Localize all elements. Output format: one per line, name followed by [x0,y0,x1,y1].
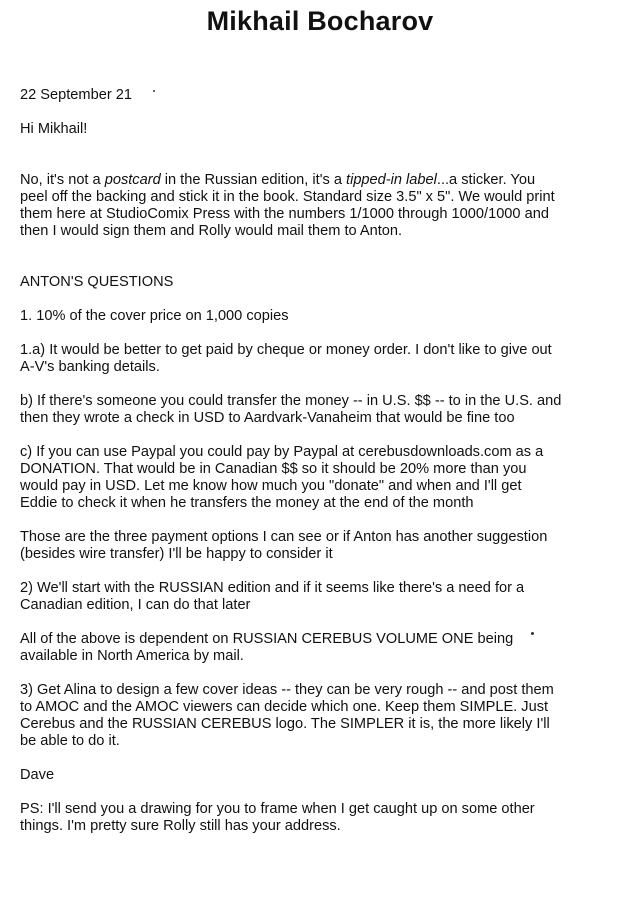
paragraph-label-explanation [20,155,640,257]
paragraph-line: then I would sign them and Rolly would mail them to Anton. [20,223,403,239]
letter-body [20,87,640,852]
question-2 [20,580,640,614]
paragraph-line: them here at StudioComix Press with the numbers 1/1000 through 1000/1000 and [20,206,549,222]
question-3 [20,682,640,750]
letter-date: 22 September 21 [20,87,132,103]
question-1a [20,342,640,376]
question-1: 1. 10% of the cover price on 1,000 copies [20,308,289,324]
paragraph-line: be able to do it. [20,733,120,749]
paragraph-line: then they wrote a check in USD to Aardvark-Vanaheim that would be fine too [20,410,515,426]
question-c [20,444,640,512]
paragraph-line: c) If you can use Paypal you could pay by Paypal at cerebusdownloads.com as a [20,444,544,460]
signature: Dave [20,767,55,783]
paragraph-line: 3) Get Alina to design a few cover ideas -- they can be very rough -- and post them [20,682,554,698]
paragraph-line: 1.a) It would be better to get paid by cheque or money order. I don't like to give out [20,342,552,358]
paragraph-line: would pay in USD. Let me know how much you "donate" and when and I'll get [20,478,522,494]
paragraph-line: Eddie to check it when he transfers the money at the end of the month [20,495,474,511]
paragraph-line: b) If there's someone you could transfer the money -- in U.S. $$ -- to in the U.S. and [20,393,562,409]
payment-options-paragraph [20,529,640,563]
paragraph-line: (besides wire transfer) I'll be happy to consider it [20,546,333,562]
emphasis-tipped-in-label: tipped-in label [346,172,437,188]
letter-greeting: Hi Mikhail! [20,121,88,137]
dependency-paragraph [20,631,640,665]
paragraph-line: A-V's banking details. [20,359,160,375]
emphasis-postcard: postcard [104,172,161,188]
scan-speck [153,90,155,92]
paragraph-line: Cerebus and the RUSSIAN CEREBUS logo. The SIMPLER it is, the more likely I'll [20,716,550,732]
paragraph-line: peel off the backing and stick it in the book. Standard size 3.5" x 5". We would print [20,189,555,205]
paragraph-line: things. I'm pretty sure Rolly still has your address. [20,818,341,834]
paragraph-line: Those are the three payment options I can see or if Anton has another suggestion [20,529,548,545]
paragraph-line: available in North America by mail. [20,648,244,664]
paragraph-line: All of the above is dependent on RUSSIAN CEREBUS VOLUME ONE being [20,631,514,647]
paragraph-line: DONATION. That would be in Canadian $$ so it should be 20% more than you [20,461,527,477]
paragraph-line: Canadian edition, I can do that later [20,597,251,613]
questions-heading: ANTON'S QUESTIONS [20,274,174,290]
paragraph-line: No, it's not a postcard in the Russian edition, it's a tipped-in label...a sticker. You [20,172,536,188]
paragraph-line: to AMOC and the AMOC viewers can decide which one. Keep them SIMPLE. Just [20,699,549,715]
scan-speck [531,632,534,635]
postscript [20,801,640,835]
paragraph-line: 2) We'll start with the RUSSIAN edition and if it seems like there's a need for a [20,580,525,596]
question-b [20,393,640,427]
page-title: Mikhail Bocharov [206,6,434,36]
paragraph-line: PS: I'll send you a drawing for you to frame when I get caught up on some other [20,801,535,817]
